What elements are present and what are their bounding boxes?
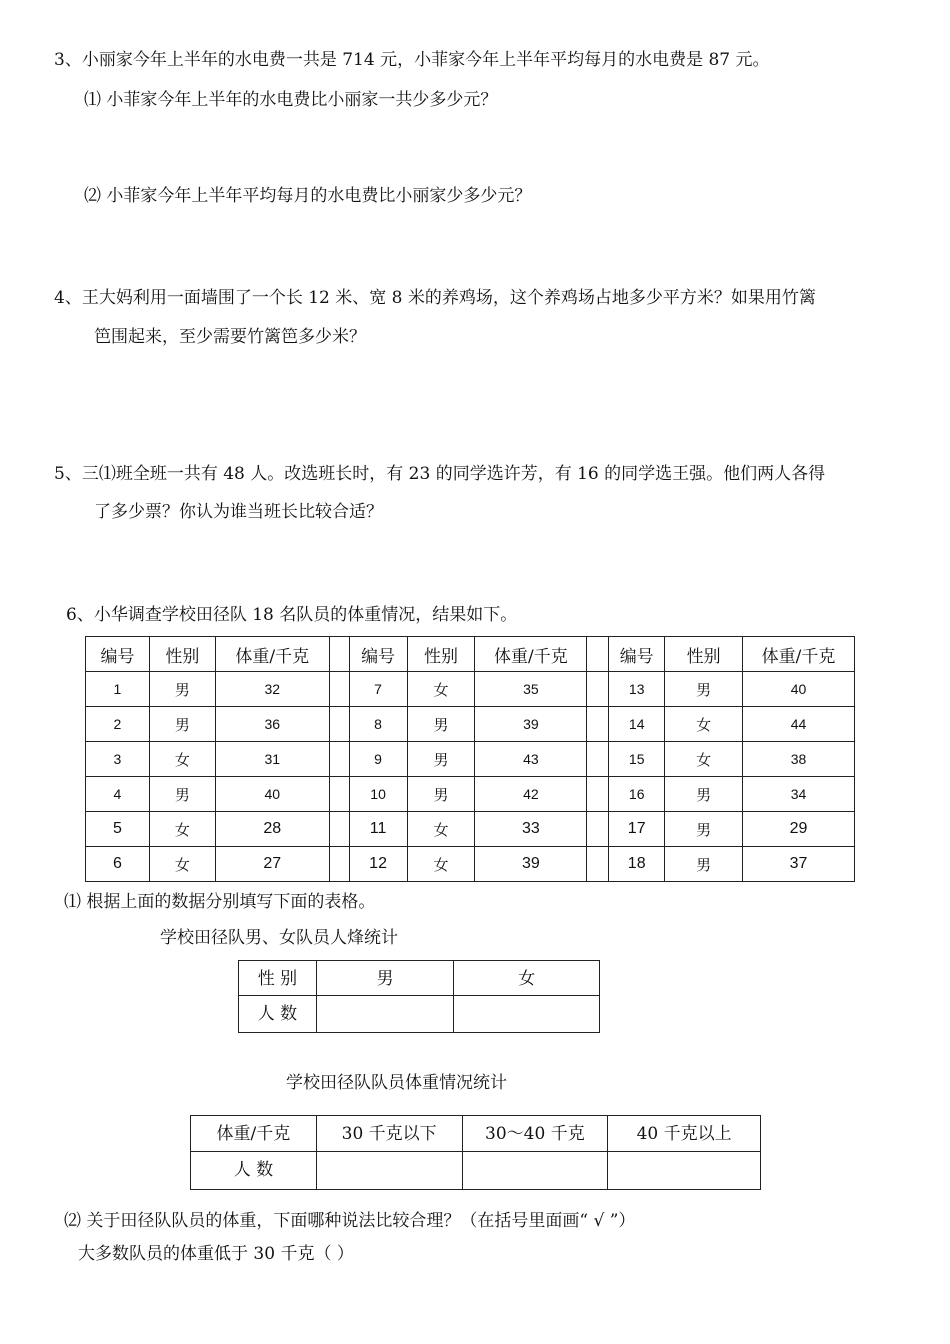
spacer-cell bbox=[329, 742, 349, 777]
id-cell: 3 bbox=[86, 742, 150, 777]
gender-cell: 男 bbox=[407, 777, 475, 812]
q6-sub1: ⑴ 根据上面的数据分别填写下面的表格。 bbox=[64, 892, 376, 912]
option-1: 大多数队员的体重低于 30 千克（ ） bbox=[78, 1244, 354, 1264]
gender-cell: 男 bbox=[149, 707, 215, 742]
id-cell: 5 bbox=[86, 812, 150, 847]
weight-cell: 43 bbox=[475, 742, 587, 777]
below-30-header: 30 千克以下 bbox=[316, 1116, 462, 1152]
header-cell: 编号 bbox=[609, 637, 665, 672]
spacer-cell bbox=[587, 847, 609, 882]
id-cell: 17 bbox=[609, 812, 665, 847]
weight-cell: 27 bbox=[215, 847, 329, 882]
male-count-cell[interactable] bbox=[316, 996, 454, 1033]
gender-cell: 女 bbox=[665, 742, 743, 777]
gender-cell: 男 bbox=[665, 812, 743, 847]
count-label: 人 数 bbox=[191, 1152, 317, 1190]
spacer-cell bbox=[587, 672, 609, 707]
gender-cell: 女 bbox=[665, 707, 743, 742]
spacer-cell bbox=[587, 812, 609, 847]
weight-cell: 36 bbox=[215, 707, 329, 742]
gender-cell: 女 bbox=[407, 847, 475, 882]
weight-data-table bbox=[85, 636, 855, 882]
weight-cell: 33 bbox=[475, 812, 587, 847]
female-count-cell[interactable] bbox=[454, 996, 600, 1033]
q6-sub2: ⑵ 关于田径队队员的体重，下面哪种说法比较合理？（在括号里面画“ √ ”） bbox=[64, 1211, 636, 1231]
header-cell: 性别 bbox=[665, 637, 743, 672]
q4-line1: 4、王大妈利用一面墙围了一个长 12 米、宽 8 米的养鸡场，这个养鸡场占地多少平方米？如果用竹篱 bbox=[54, 288, 816, 308]
above-40-header: 40 千克以上 bbox=[608, 1116, 761, 1152]
id-cell: 6 bbox=[86, 847, 150, 882]
below-30-count-cell[interactable] bbox=[316, 1152, 462, 1190]
q6-stem: 6、小华调查学校田径队 18 名队员的体重情况，结果如下。 bbox=[66, 605, 518, 625]
id-cell: 10 bbox=[349, 777, 407, 812]
id-cell: 4 bbox=[86, 777, 150, 812]
gender-cell: 男 bbox=[665, 672, 743, 707]
weight-cell: 34 bbox=[743, 777, 855, 812]
weight-cell: 40 bbox=[215, 777, 329, 812]
weight-cell: 39 bbox=[475, 707, 587, 742]
gender-cell: 男 bbox=[665, 847, 743, 882]
gender-cell: 女 bbox=[149, 742, 215, 777]
id-cell: 16 bbox=[609, 777, 665, 812]
spacer-cell bbox=[587, 777, 609, 812]
id-cell: 7 bbox=[349, 672, 407, 707]
gender-cell: 男 bbox=[149, 777, 215, 812]
q3-sub1: ⑴ 小菲家今年上半年的水电费比小丽家一共少多少元？ bbox=[84, 90, 498, 110]
spacer-cell bbox=[329, 777, 349, 812]
table-row bbox=[86, 742, 855, 777]
spacer-cell bbox=[587, 742, 609, 777]
weight-cell: 40 bbox=[743, 672, 855, 707]
spacer-cell bbox=[329, 672, 349, 707]
weight-cell: 42 bbox=[475, 777, 587, 812]
table-row bbox=[86, 672, 855, 707]
male-header: 男 bbox=[316, 961, 454, 996]
header-cell: 性别 bbox=[407, 637, 475, 672]
table2-title: 学校田径队男、女队员人烽统计 bbox=[160, 928, 398, 948]
table-row bbox=[86, 707, 855, 742]
id-cell: 14 bbox=[609, 707, 665, 742]
count-label: 人 数 bbox=[239, 996, 317, 1033]
weight-header: 体重/千克 bbox=[191, 1116, 317, 1152]
30-to-40-count-cell[interactable] bbox=[462, 1152, 608, 1190]
weight-cell: 32 bbox=[215, 672, 329, 707]
spacer-cell bbox=[329, 847, 349, 882]
id-cell: 9 bbox=[349, 742, 407, 777]
id-cell: 11 bbox=[349, 812, 407, 847]
id-cell: 12 bbox=[349, 847, 407, 882]
gender-header: 性 别 bbox=[239, 961, 317, 996]
spacer-cell bbox=[587, 707, 609, 742]
q3-sub2: ⑵ 小菲家今年上半年平均每月的水电费比小丽家少多少元？ bbox=[84, 186, 532, 206]
spacer-cell bbox=[587, 637, 609, 672]
weight-cell: 37 bbox=[743, 847, 855, 882]
spacer-cell bbox=[329, 812, 349, 847]
id-cell: 1 bbox=[86, 672, 150, 707]
gender-cell: 女 bbox=[149, 812, 215, 847]
table-row bbox=[86, 812, 855, 847]
table3-title: 学校田径队队员体重情况统计 bbox=[286, 1073, 507, 1093]
id-cell: 13 bbox=[609, 672, 665, 707]
weight-range-table bbox=[190, 1115, 761, 1190]
table-row bbox=[86, 777, 855, 812]
header-cell: 性别 bbox=[149, 637, 215, 672]
weight-cell: 38 bbox=[743, 742, 855, 777]
weight-cell: 29 bbox=[743, 812, 855, 847]
gender-count-table bbox=[238, 960, 600, 1033]
weight-cell: 35 bbox=[475, 672, 587, 707]
weight-cell: 31 bbox=[215, 742, 329, 777]
id-cell: 8 bbox=[349, 707, 407, 742]
weight-cell: 44 bbox=[743, 707, 855, 742]
id-cell: 15 bbox=[609, 742, 665, 777]
q3-stem: 3、小丽家今年上半年的水电费一共是 714 元，小菲家今年上半年平均每月的水电费是 87 元。 bbox=[54, 50, 770, 70]
spacer-cell bbox=[329, 637, 349, 672]
q5-line2: 了多少票？你认为谁当班长比较合适？ bbox=[94, 502, 383, 522]
header-cell: 体重/千克 bbox=[475, 637, 587, 672]
gender-cell: 女 bbox=[149, 847, 215, 882]
id-cell: 18 bbox=[609, 847, 665, 882]
gender-cell: 男 bbox=[407, 707, 475, 742]
header-cell: 体重/千克 bbox=[215, 637, 329, 672]
gender-cell: 女 bbox=[407, 672, 475, 707]
header-cell: 编号 bbox=[349, 637, 407, 672]
weight-cell: 39 bbox=[475, 847, 587, 882]
gender-cell: 男 bbox=[407, 742, 475, 777]
gender-cell: 男 bbox=[149, 672, 215, 707]
q4-line2: 笆围起来，至少需要竹篱笆多少米？ bbox=[94, 327, 366, 347]
weight-cell: 28 bbox=[215, 812, 329, 847]
30-to-40-header: 30～40 千克 bbox=[462, 1116, 608, 1152]
spacer-cell bbox=[329, 707, 349, 742]
q5-line1: 5、三⑴班全班一共有 48 人。改选班长时，有 23 的同学选许芳，有 16 的同学选王强。他们两人各得 bbox=[54, 464, 826, 484]
table-row bbox=[86, 847, 855, 882]
female-header: 女 bbox=[454, 961, 600, 996]
id-cell: 2 bbox=[86, 707, 150, 742]
header-cell: 编号 bbox=[86, 637, 150, 672]
above-40-count-cell[interactable] bbox=[608, 1152, 761, 1190]
gender-cell: 男 bbox=[665, 777, 743, 812]
gender-cell: 女 bbox=[407, 812, 475, 847]
header-cell: 体重/千克 bbox=[743, 637, 855, 672]
